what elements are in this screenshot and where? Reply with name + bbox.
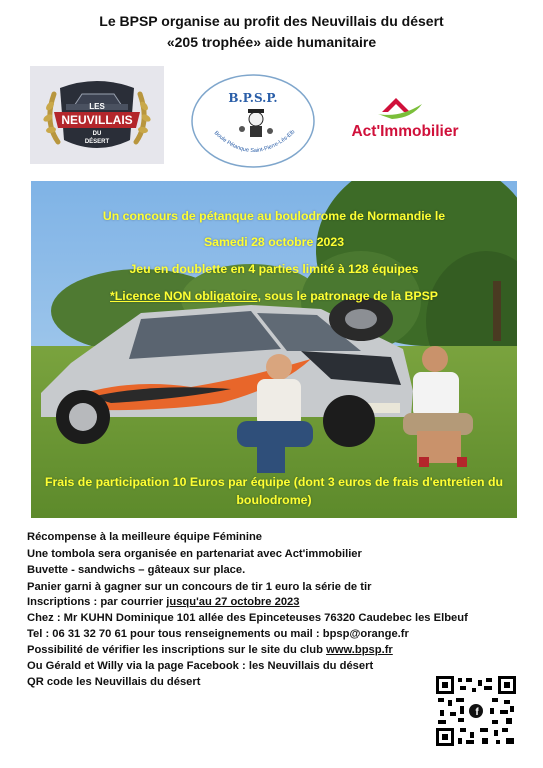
info-inscriptions-label: Inscriptions : par courrier [27,596,167,608]
bpsp-logo-acronym: B.P.S.P. [228,91,278,105]
bpsp-logo [190,73,317,169]
neuvillais-logo [30,66,164,164]
license-note: *Licence NON obligatoire, [109,289,261,303]
info-inscriptions-deadline: jusqu'au 27 octobre 2023 [166,596,300,608]
neuvillais-logo-text-4: DÉSERT [84,139,110,145]
info-address: Chez : Mr KUHN Dominique 101 allée des Epinceteuses 76320 Caudebec les Elbeuf [27,612,468,624]
act-immobilier-logo-text: Act'Immobilier [351,123,459,140]
bpsp-logo-arc-text: Boule Pétanque Saint-Pierre-Lès-Elb [212,129,297,155]
info-inscriptions [27,596,300,608]
fee-line-1: Frais de participation 10 Euros par équipe (dont 3 euros de frais d'entretien du [45,475,503,489]
info-panier: Panier garni à gagner sur un concours de tir 1 euro la série de tir [27,581,372,593]
poster-line-3: Jeu en doublette en 4 parties limité à 128 équipes [129,262,419,276]
poster-line-2: Samedi 28 octobre 2023 [203,235,345,249]
neuvillais-logo-text-3: DU [92,131,102,137]
info-website [27,644,393,656]
info-facebook: Ou Gérald et Willy via la page Facebook : les Neuvillais du désert [27,660,374,672]
info-contact: Tel : 06 31 32 70 61 pour tous renseignements ou mail : bpsp@orange.fr [27,628,409,640]
info-tombola: Une tombola sera organisée en partenariat avec Act'immobilier [27,548,362,560]
neuvillais-logo-text-2: NEUVILLAIS [61,113,133,127]
poster-line-1: Un concours de pétanque au boulodrome de Normandie le [102,209,446,223]
website-link[interactable]: www.bpsp.fr [326,644,393,656]
info-buvette: Buvette - sandwichs – gâteaux sur place. [27,564,246,576]
svg-text:f: f [475,707,479,718]
info-qr-caption: QR code les Neuvillais du désert [27,676,201,688]
act-immobilier-logo [340,92,470,148]
info-website-label: Possibilité de vérifier les inscriptions sur le site du club [27,644,327,656]
info-reward: Récompense à la meilleure équipe Féminine [27,531,263,543]
qr-code[interactable] [436,676,516,746]
title-line-2: «205 trophée» aide humanitaire [166,34,377,50]
event-photo [31,181,517,518]
patronage-note: sous le patronage de la BPSP [261,289,438,303]
poster-line-4 [31,289,517,303]
title-line-1: Le BPSP organise au profit des Neuvillais du désert [99,13,444,29]
neuvillais-logo-text-1: LES [89,102,105,111]
fee-line-2: boulodrome) [236,493,312,507]
